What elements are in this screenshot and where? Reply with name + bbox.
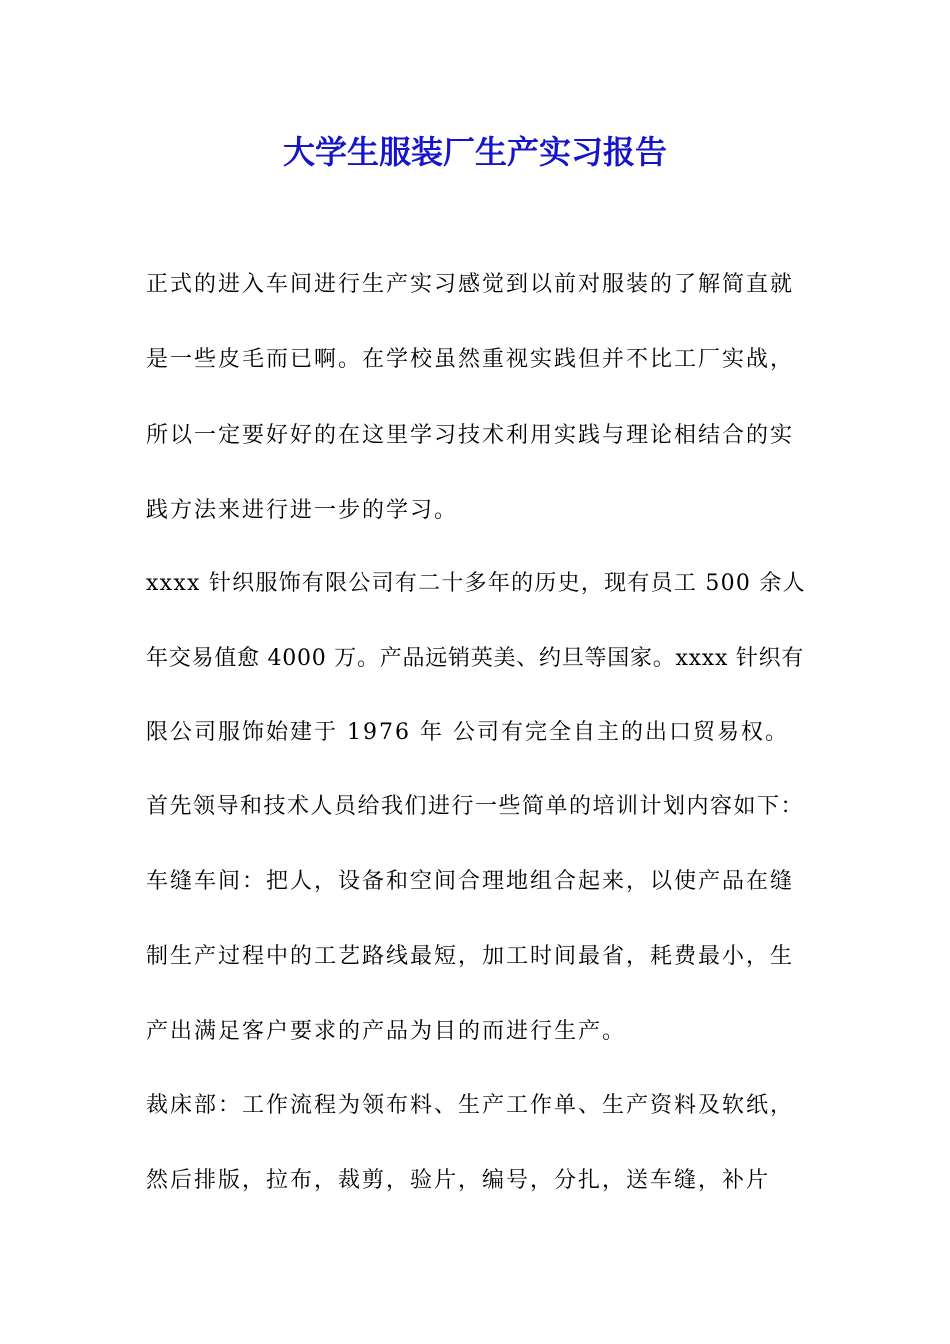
body-line: 然后排版，拉布，裁剪，验片，编号，分扎，送车缝，补片	[146, 1168, 771, 1193]
body-line: 首先领导和技术人员给我们进行一些简单的培训计划内容如下：	[146, 794, 805, 819]
document-title: 大学生服装厂生产实习报告	[282, 133, 667, 171]
body-line: 年交易值愈 4000 万。产品远销英美、约旦等国家。xxxx 针织有	[146, 646, 805, 671]
body-line: 产出满足客户要求的产品为目的而进行生产。	[146, 1019, 627, 1044]
body-line: 裁床部：工作流程为领布料、生产工作单、生产资料及软纸，	[146, 1093, 795, 1118]
body-line: xxxx 针织服饰有限公司有二十多年的历史，现有员工 500 余人	[146, 571, 806, 596]
body-line: 是一些皮毛而已啊。在学校虽然重视实践但并不比工厂实战，	[146, 347, 795, 372]
body-line: 所以一定要好好的在这里学习技术利用实践与理论相结合的实	[146, 423, 795, 448]
body-line: 制生产过程中的工艺路线最短，加工时间最省，耗费最小，生	[146, 944, 795, 969]
body-line: 限公司服饰始建于 1976 年 公司有完全自主的出口贸易权。	[146, 720, 789, 745]
body-line: 正式的进入车间进行生产实习感觉到以前对服装的了解简直就	[146, 272, 795, 297]
body-line: 践方法来进行进一步的学习。	[146, 498, 459, 523]
body-line: 车缝车间：把人，设备和空间合理地组合起来，以使产品在缝	[146, 869, 795, 894]
